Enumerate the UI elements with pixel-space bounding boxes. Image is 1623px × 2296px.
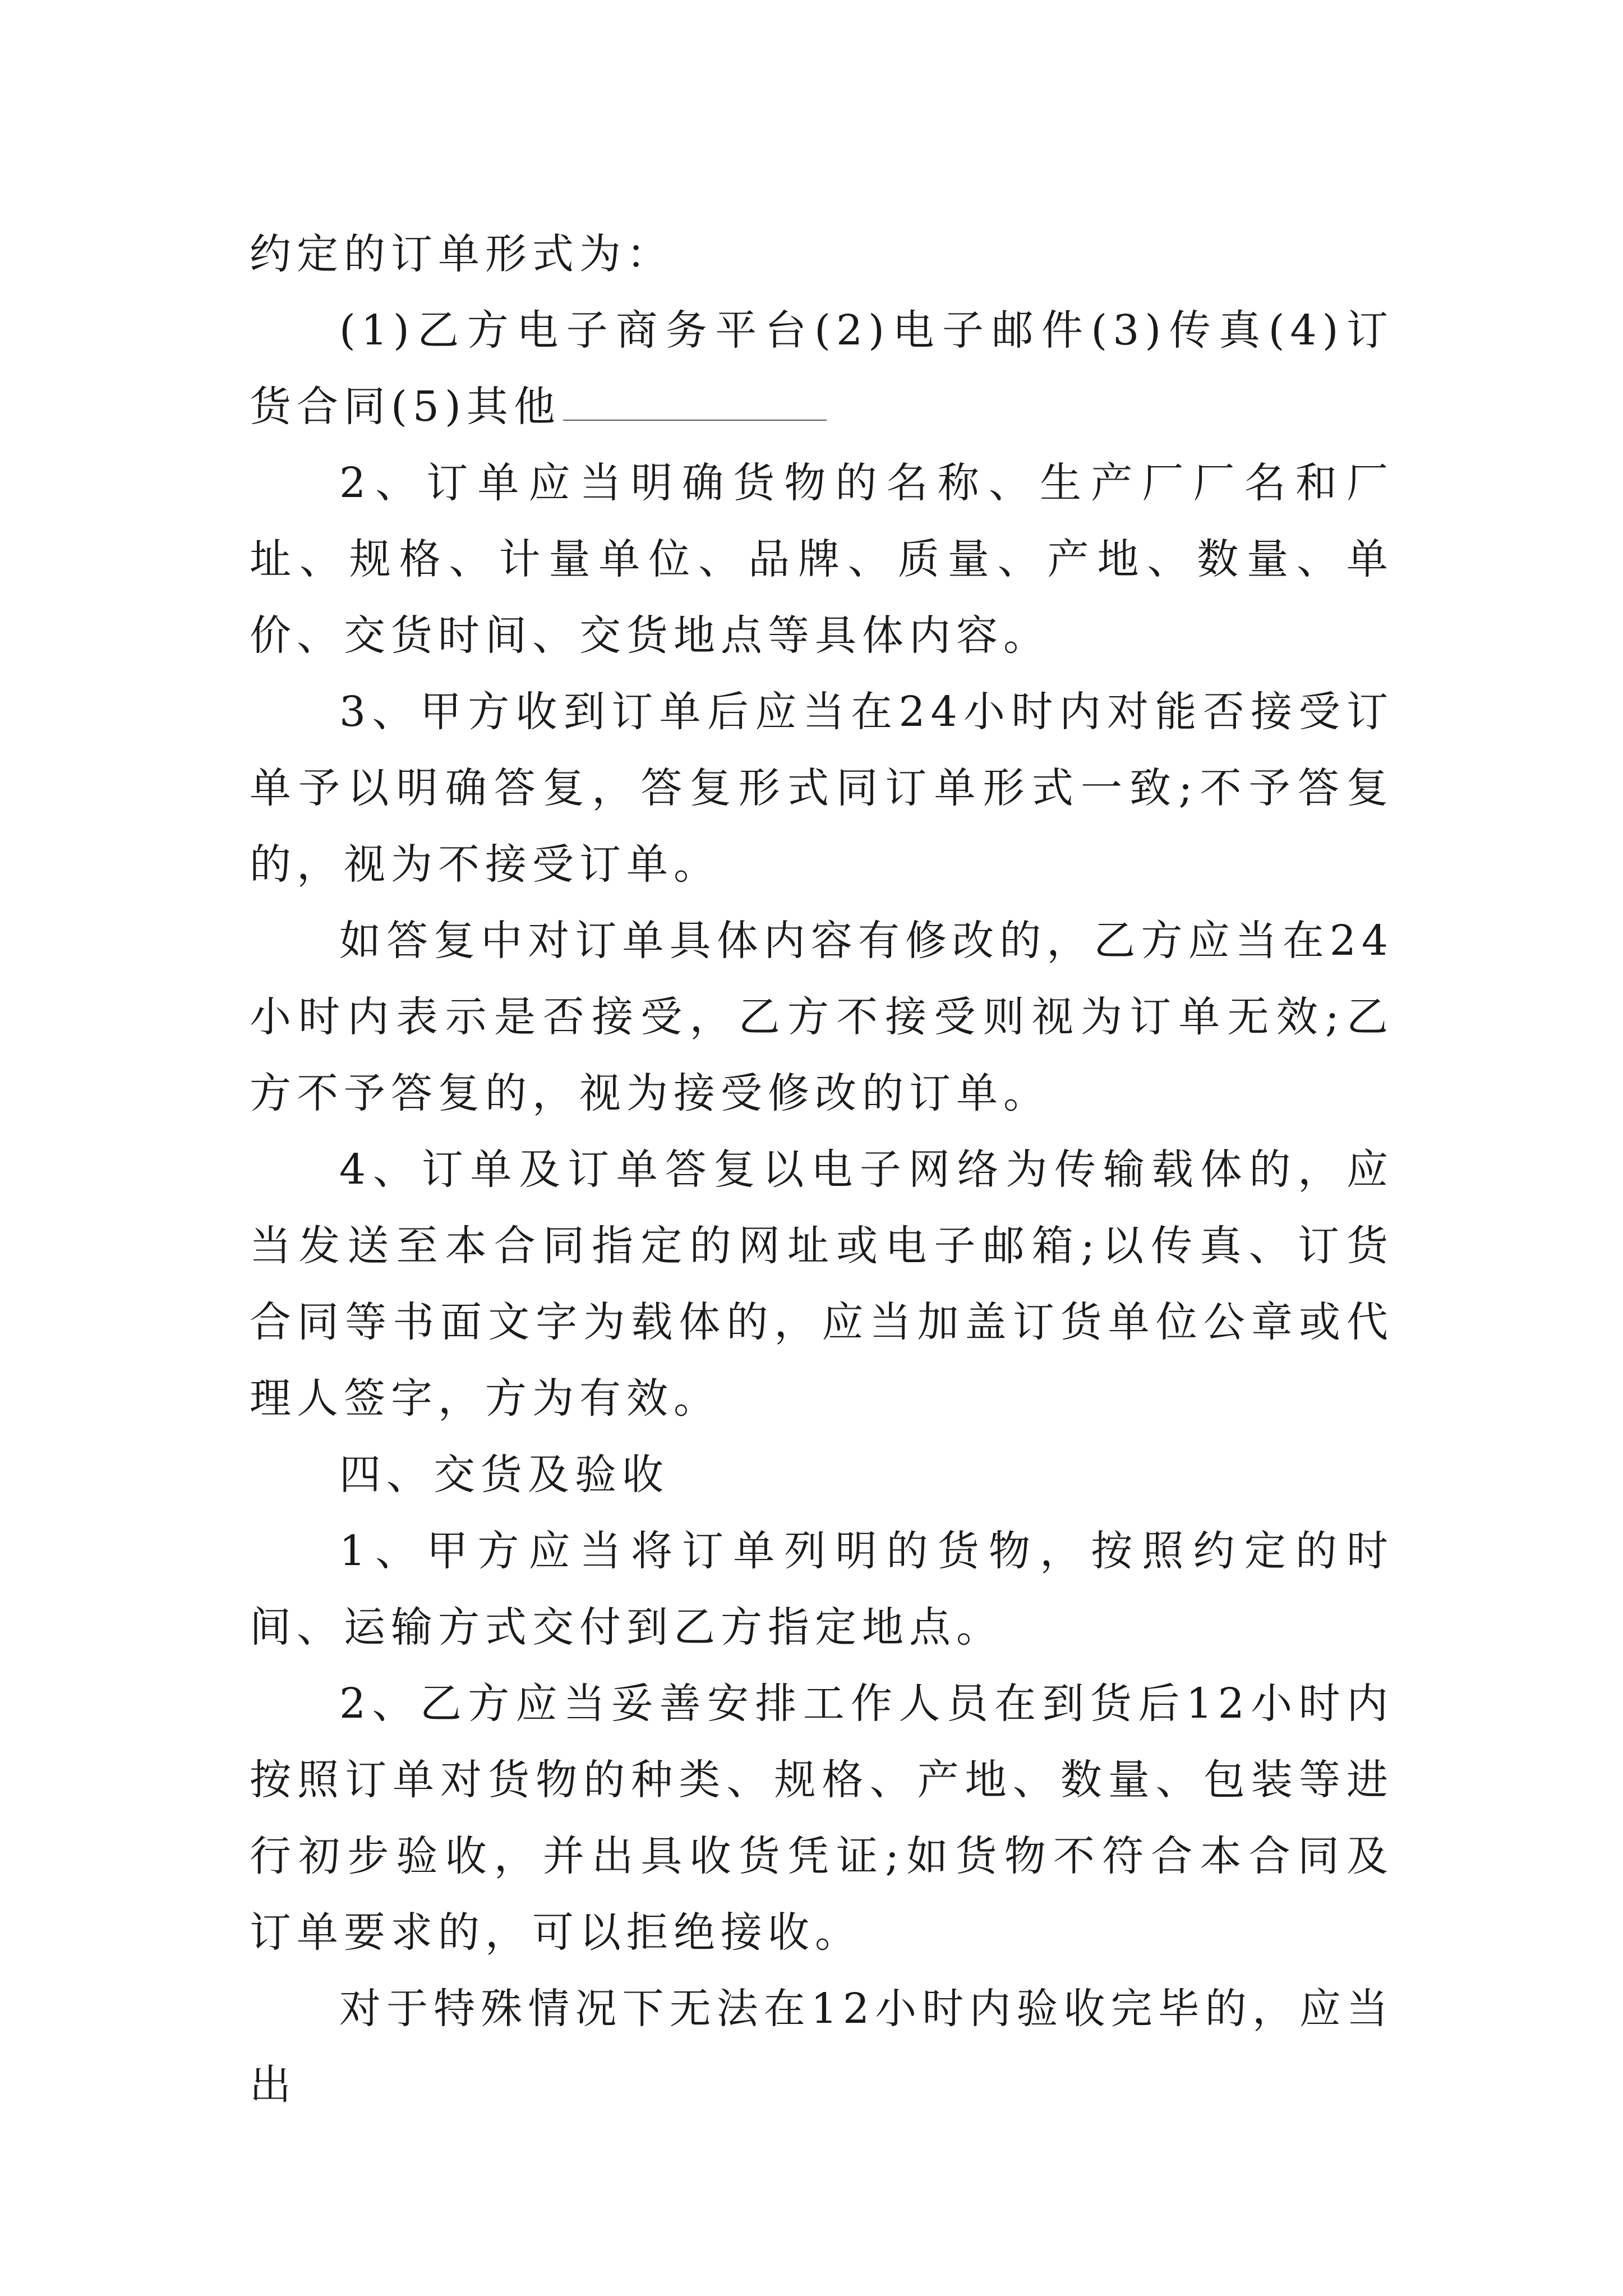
document-body [250, 216, 1394, 2123]
paragraph-clause-order-transmission: 4、订单及订单答复以电子网络为传输载体的，应当发送至本合同指定的网址或电子邮箱;以传真、订货合同等书面文字为载体的，应当加盖订货单位公章或代理人签字，方为有效。 [250, 1145, 1394, 1423]
paragraph-order-form-options [250, 292, 1394, 445]
paragraph-order-modification: 如答复中对订单具体内容有修改的，乙方应当在24小时内表示是否接受，乙方不接受则视为订单无效;乙方不予答复的，视为接受修改的订单。 [250, 917, 1394, 1117]
paragraph-clause-inspection: 2、乙方应当妥善安排工作人员在到货后12小时内按照订单对货物的种类、规格、产地、数量、包装等进行初步验收，并出具收货凭证;如货物不符合本合同及订单要求的，可以拒绝接收。 [250, 1680, 1394, 1957]
section-heading-delivery-acceptance: 四、交货及验收 [339, 1451, 669, 1499]
other-form-blank-line [563, 386, 827, 421]
paragraph-clause-order-contents: 2、订单应当明确货物的名称、生产厂厂名和厂址、规格、计量单位、品牌、质量、产地、数量、单价、交货时间、交货地点等具体内容。 [250, 459, 1394, 660]
paragraph-clause-delivery: 1、甲方应当将订单列明的货物，按照约定的时间、运输方式交付到乙方指定地点。 [250, 1527, 1394, 1651]
paragraph-special-inspection: 对于特殊情况下无法在12小时内验收完毕的，应当出 [250, 1985, 1394, 2109]
paragraph-order-form-intro: 约定的订单形式为： [250, 230, 674, 278]
order-form-options-text: (1)乙方电子商务平台(2)电子邮件(3)传真(4)订货合同(5)其他 [250, 306, 1394, 431]
paragraph-clause-order-reply: 3、甲方收到订单后应当在24小时内对能否接受订单予以明确答复，答复形式同订单形式一致;不予答复的，视为不接受订单。 [250, 688, 1394, 889]
